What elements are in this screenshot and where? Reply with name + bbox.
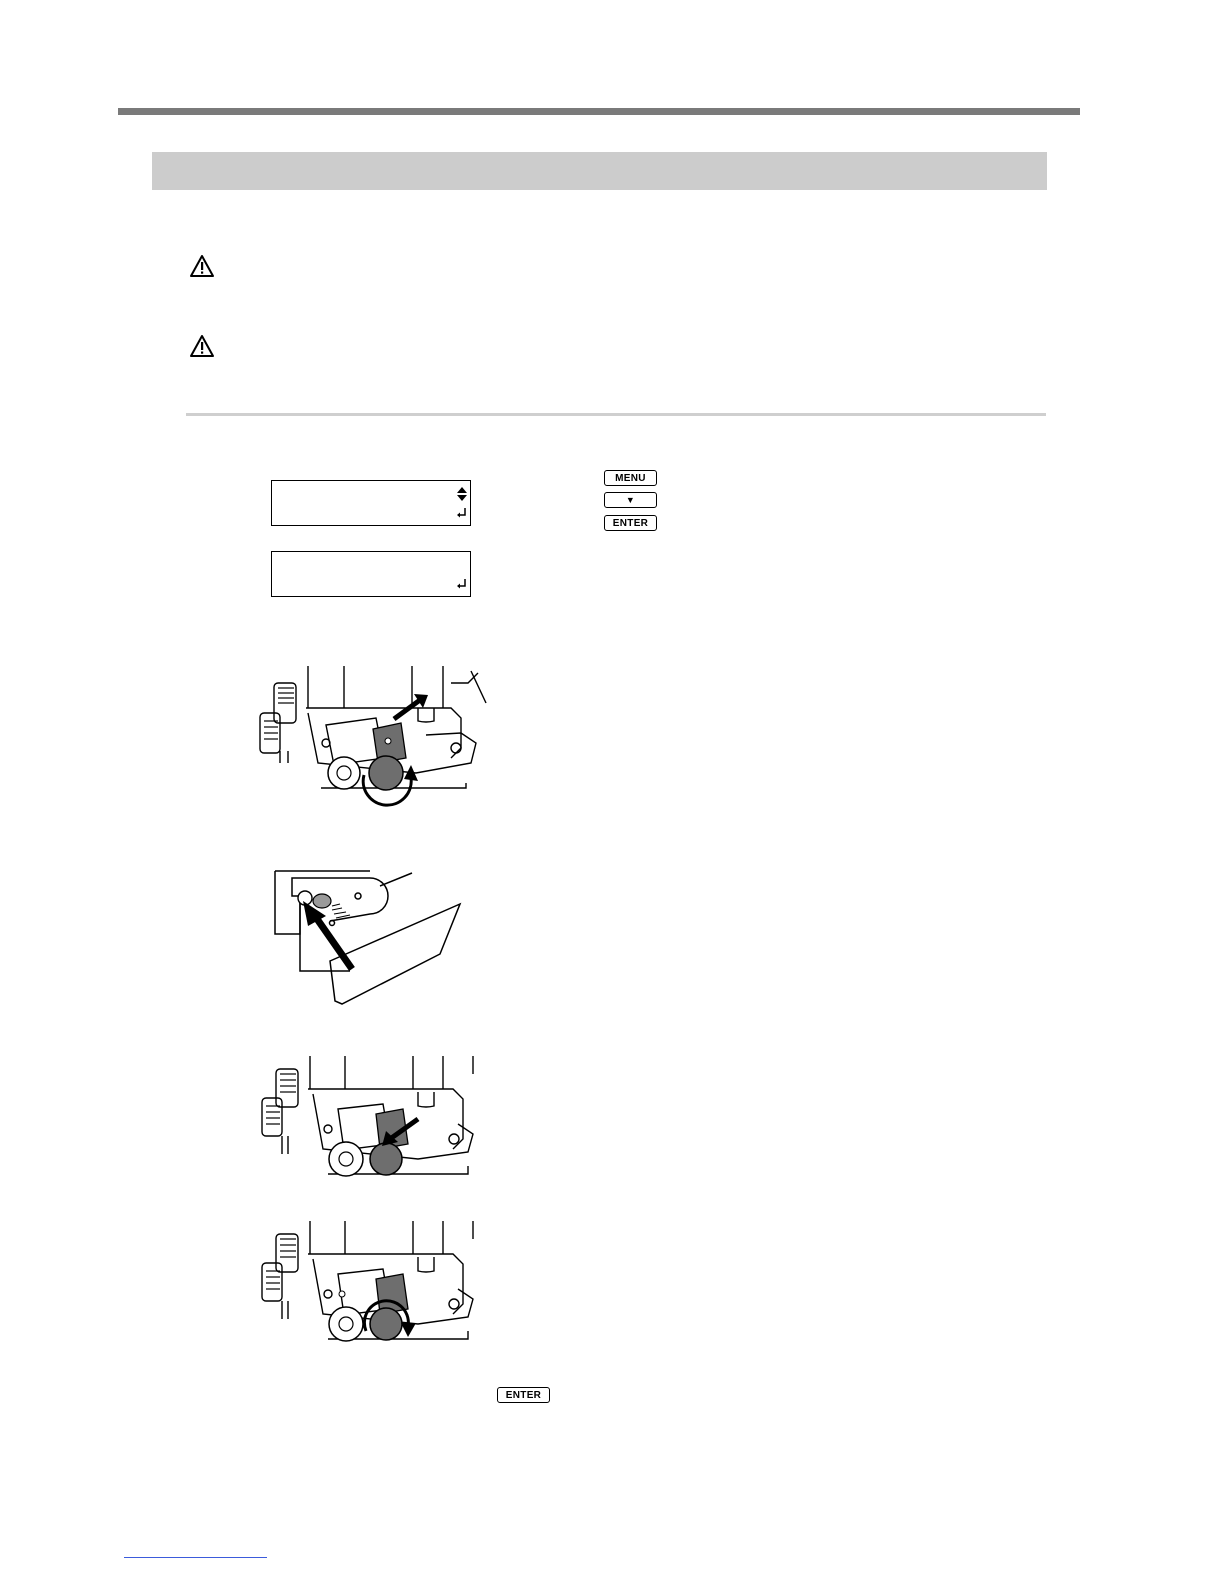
lcd-display-2 [271, 551, 471, 597]
figure-tighten-screw [258, 1219, 483, 1344]
up-down-arrow-icon [456, 487, 468, 501]
warning-triangle-icon [189, 334, 215, 358]
footer-link-underline [124, 1557, 267, 1558]
enter-key[interactable]: ENTER [604, 515, 657, 531]
down-key[interactable]: ▼ [604, 492, 657, 508]
section-divider [186, 413, 1046, 416]
enter-return-icon [455, 507, 467, 519]
section-title-bar [152, 152, 1047, 190]
figure-loosen-blade-holder [246, 663, 496, 813]
menu-key[interactable]: MENU [604, 470, 657, 486]
figure-insert-blade [270, 866, 470, 1011]
warning-triangle-icon [189, 254, 215, 278]
lcd-display-1 [271, 480, 471, 526]
enter-key-final[interactable]: ENTER [497, 1387, 550, 1403]
top-rule [118, 108, 1080, 115]
figure-set-blade-holder [258, 1054, 483, 1179]
enter-return-icon [455, 578, 467, 590]
